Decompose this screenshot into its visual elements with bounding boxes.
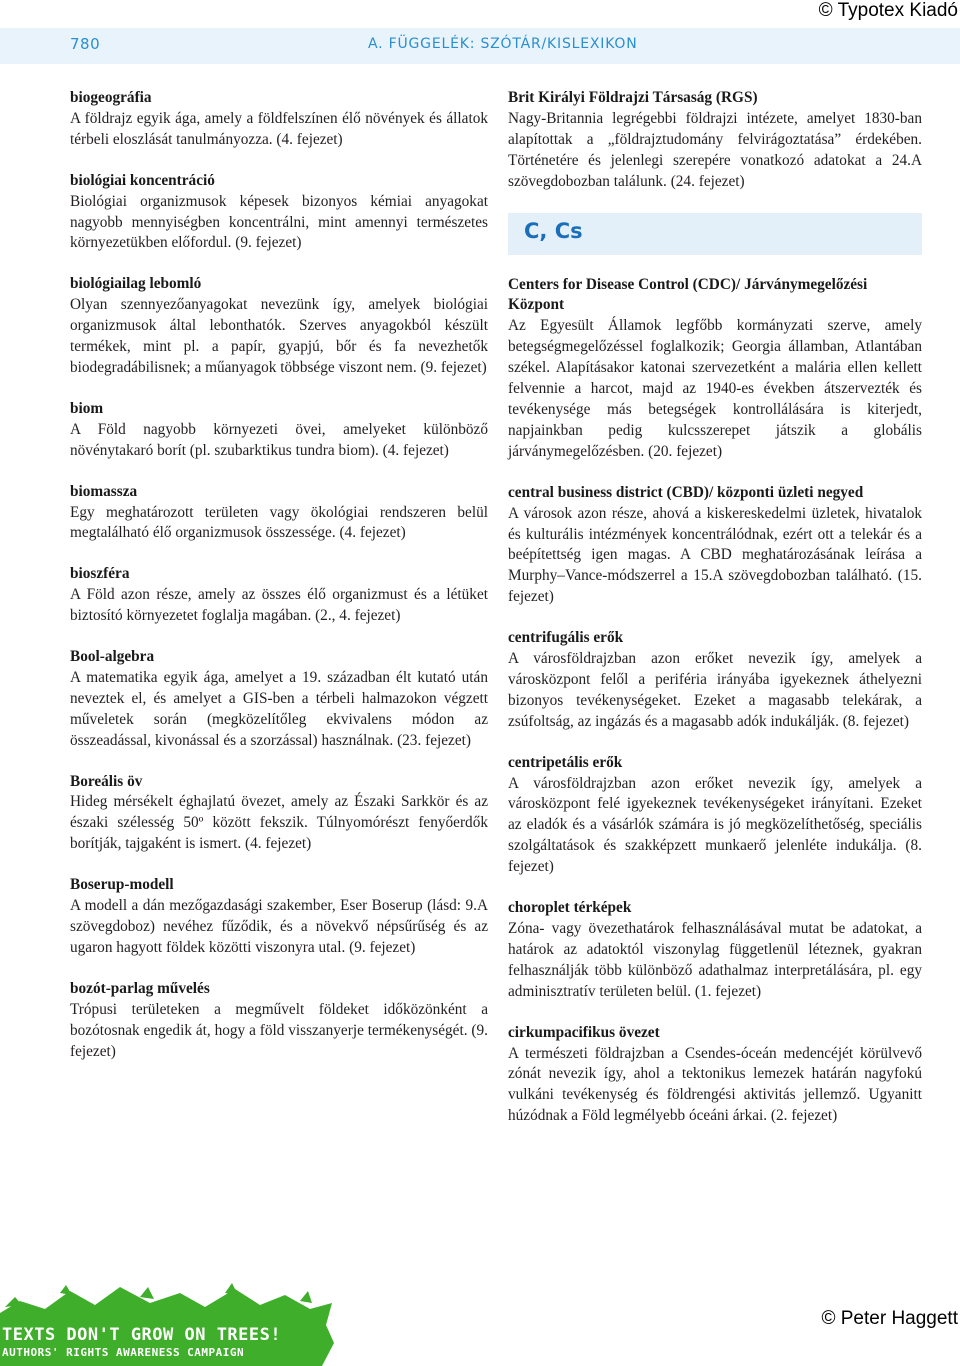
glossary-entry	[70, 88, 488, 151]
awareness-banner	[0, 1283, 340, 1366]
glossary-term: Boreális öv	[70, 772, 143, 790]
glossary-entry	[70, 772, 488, 856]
glossary-definition: Hideg mérsékelt éghajlatú övezet, amely az Északi Sarkkör és az északi szélesség 50º között fekszik. Túlnyomórészt fenyőerdők borítják, tajgaként is ismert. (4. fejezet)	[70, 793, 488, 853]
glossary-entry	[70, 564, 488, 627]
copyright-notice-top: © Typotex Kiadó	[818, 0, 958, 21]
glossary-term: central business district (CBD)/ központi üzleti negyed	[508, 483, 864, 501]
glossary-entry	[70, 274, 488, 379]
glossary-entry	[508, 483, 922, 608]
glossary-definition: A matematika egyik ága, amelyet a 19. században élt kutató után neveztek el, és amelyet a GIS-ben a térbeli halmazokon végzett műveletek során (megközelítőleg ekvivalens módon az összeadással, kivonással és a szorzással) használnak. (23. fejezet)	[70, 668, 488, 749]
page-header	[0, 28, 960, 64]
glossary-definition: Egy meghatározott területen vagy ökológiai rendszeren belül megtalálható élő organizmusok összessége. (4. fejezet)	[70, 503, 488, 542]
glossary-entry	[70, 875, 488, 959]
glossary-entry	[508, 88, 922, 193]
glossary-entry	[70, 647, 488, 752]
glossary-definition: Zóna- vagy övezethatárok felhasználásával mutat be adatokat, a határok az adatoktól viszonylag függetlenül léteznek, gyakran felhasználják több különböző adathalmaz interpretálására, pl. egy adminisztratív területen belül. (1. fejezet)	[508, 920, 922, 1000]
glossary-entry	[70, 482, 488, 545]
glossary-definition: Trópusi területeken a megművelt földeket időközönként a bozótosnak engedik át, hogy a föld visszanyerje termékenységét. (9. fejezet)	[70, 1000, 488, 1060]
copyright-notice-bottom: © Peter Haggett	[821, 1308, 958, 1329]
glossary-definition: A modell a dán mezőgazdasági szakember, Eser Boserup (lásd: 9.A szövegdoboz) nevéhez fűződik, és a növekvő népsűrűség és az ugaron hagyott földek közötti viszonyra utal. (9. fejezet)	[70, 897, 488, 956]
banner-slogan: TEXTS DON'T GROW ON TREES!	[2, 1325, 282, 1345]
glossary-definition: Az Egyesült Államok legfőbb kormányzati szerve, amely betegségmegelőzéssel foglalkozik; Georgia államban, Atlantában székel. Alapításakor katonai szervezetként a malária ellen kellett felvennie a harcot, majd az 1940-es években átszervezték és tevékenysége más betegségek kontrollálására is kiterjedt, napjainkban pedig kulcsszerepet játszik a globális járványmegelőzésben. (20. fejezet)	[508, 317, 922, 460]
glossary-term: centripetális erők	[508, 753, 623, 771]
glossary-term: biogeográfia	[70, 89, 152, 106]
glossary-definition: A természeti földrajzban a Csendes-óceán medencéjét körülvevő zónát nevezik így, ahol a tektonikus lemezek határán nagyfokú vulkáni tevékenység és földrengési aktivitás jellemző. Ugyanitt húzódnak a Föld legmélyebb óceáni árkai. (2. fejezet)	[508, 1044, 922, 1125]
glossary-definition: A Föld nagyobb környezeti övei, amelyeket különböző növénytakaró borít (pl. szubarktikus tundra biom). (4. fejezet)	[70, 420, 488, 459]
glossary-term: centrifugális erők	[508, 629, 624, 647]
left-column	[70, 88, 488, 1082]
section-heading-box	[508, 213, 922, 255]
glossary-definition: Nagy-Britannia legrégebbi földrajzi intézete, amelyet 1830-ban alapítottak a „földrajztudomány felvirágoztatása” érdekében. Történetére és jelenlegi szerepére vonatkozó adatokat a 24.A szövegdobozban találunk. (24. fejezet)	[508, 109, 922, 190]
glossary-definition: A városföldrajzban azon erőket nevezik így, amelyek a városközpont felé igyekeznek tevékenységeket irányítani. Ezeket az eladók és a vásárlók számára is jó megközelíthetőség, speciális szolgáltatások és szakképzett munkaerő jelenléte indukálja. (8. fejezet)	[508, 774, 922, 876]
glossary-term: Boserup-modell	[70, 876, 174, 894]
glossary-term: choroplet térképek	[508, 899, 632, 917]
glossary-entry	[508, 898, 922, 1003]
glossary-definition: Biológiai organizmusok képesek bizonyos kémiai anyagokat nagyobb mennyiségben koncentrálni, mint amennyi természetes környezetükben előfordul. (9. fejezet)	[70, 192, 488, 252]
glossary-entry	[70, 171, 488, 255]
glossary-term: Bool-algebra	[70, 648, 155, 666]
banner-campaign-name: AUTHORS' RIGHTS AWARENESS CAMPAIGN	[2, 1346, 245, 1359]
glossary-entry	[508, 753, 922, 878]
glossary-entry	[70, 399, 488, 462]
glossary-definition: A városföldrajzban azon erőket nevezik így, amelyek a városközpont felől a periféria irányába igyekeznek áthelyezni bizonyos tevékenységeket. Ezeket a magasabb telekárak, a zsúfoltság, az ingázás és a magasabb adók indukálják. (8. fejezet)	[508, 650, 922, 730]
glossary-entry	[70, 979, 488, 1063]
running-head: A. FÜGGELÉK: SZÓTÁR/KISLEXIKON	[368, 36, 638, 52]
section-heading: C, Cs	[524, 218, 583, 243]
glossary-term: bozót-parlag művelés	[70, 979, 210, 997]
glossary-entry	[508, 1023, 922, 1128]
glossary-term: biológiai koncentráció	[70, 171, 215, 189]
glossary-definition: A Föld azon része, amely az összes élő organizmust és a létüket biztosító környezetet foglalja magában. (2., 4. fejezet)	[70, 586, 488, 625]
glossary-entry	[508, 628, 922, 733]
glossary-term: Brit Királyi Földrajzi Társaság (RGS)	[508, 89, 758, 106]
page-number: 780	[70, 35, 101, 53]
glossary-term: cirkumpacifikus övezet	[508, 1023, 660, 1041]
right-column	[508, 88, 922, 1147]
glossary-definition: A városok azon része, ahová a kiskereskedelmi üzletek, hivatalok és kulturális intézmények koncentrálódnak, ezért ott a telekár és a beépítettség igen magas. A CBD meghatározásának leírása a Murphy–Vance-módszerrel a 15.A szövegdobozban található. (15. fejezet)	[508, 504, 922, 606]
glossary-term: Centers for Disease Control (CDC)/ Járványmegelőzési Központ	[508, 275, 868, 314]
glossary-entry	[508, 275, 922, 463]
glossary-term: biomassza	[70, 482, 138, 500]
glossary-definition: Olyan szennyezőanyagokat nevezünk így, amelyek biológiai organizmusok által lebonthatók. Szerves anyagokból készült termékek, mint pl. a papír, gyapjú, bőr és fa nevezhetők biodegradábilisnek; a műanyagok többsége viszont nem. (9. fejezet)	[70, 296, 488, 376]
glossary-term: bioszféra	[70, 565, 130, 583]
glossary-definition: A földrajz egyik ága, amely a földfelszínen élő növények és állatok térbeli eloszlását tanulmányozza. (4. fejezet)	[70, 109, 488, 148]
glossary-term: biom	[70, 399, 104, 417]
glossary-term: biológiailag lebomló	[70, 275, 202, 293]
